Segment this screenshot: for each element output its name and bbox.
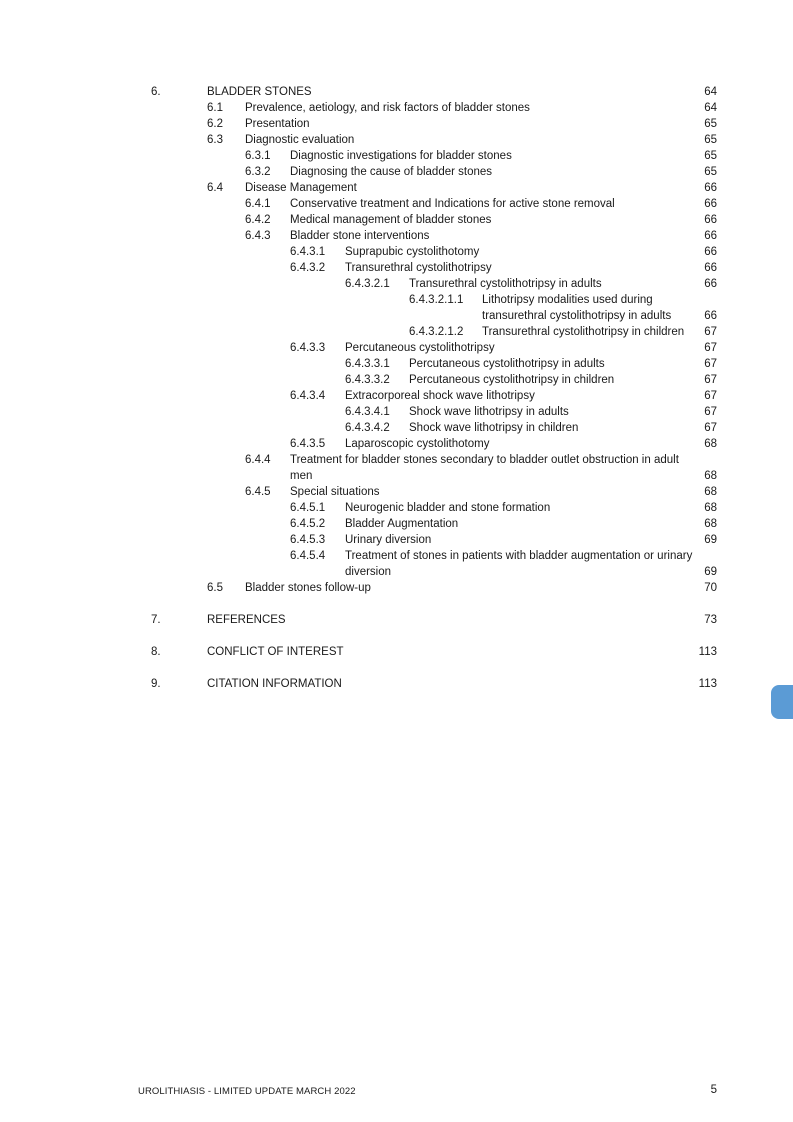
toc-entry-number: 6.4.3.5 — [290, 438, 326, 450]
toc-entry-title: Prevalence, aetiology, and risk factors of bladder stones — [245, 102, 530, 114]
toc-entry-title: Extracorporeal shock wave lithotripsy — [345, 390, 535, 402]
toc-entry-title: diversion — [345, 566, 392, 578]
toc-entry-number: 6.4.3.3.2 — [345, 374, 390, 386]
toc-entry[interactable] — [0, 308, 793, 324]
toc-entry[interactable] — [0, 164, 793, 180]
toc-entry[interactable] — [0, 340, 793, 356]
toc-entry[interactable] — [0, 500, 793, 516]
toc-entry-title: BLADDER STONES — [207, 86, 312, 98]
toc-entry-page: 66 — [704, 310, 717, 322]
toc-entry-number: 8. — [151, 646, 161, 658]
toc-entry-page: 70 — [704, 582, 717, 594]
toc-entry-number: 6.3.2 — [245, 166, 271, 178]
toc-entry-title: Special situations — [290, 486, 380, 498]
toc-entry[interactable] — [0, 212, 793, 228]
toc-entry-number: 6.4.3.3.1 — [345, 358, 390, 370]
footer-page-number: 5 — [710, 1084, 717, 1096]
toc-entry-page: 73 — [704, 614, 717, 626]
toc-entry-page: 68 — [704, 470, 717, 482]
toc-entry-number: 6.1 — [207, 102, 223, 114]
toc-entry-number: 9. — [151, 678, 161, 690]
toc-entry[interactable] — [0, 260, 793, 276]
toc-entry-number: 6.4.2 — [245, 214, 271, 226]
toc-entry-page: 65 — [704, 134, 717, 146]
toc-entry-title: Diagnostic evaluation — [245, 134, 355, 146]
toc-entry-page: 67 — [704, 358, 717, 370]
toc-entry-title: Diagnosing the cause of bladder stones — [290, 166, 493, 178]
toc-entry-number: 6.4.3.4.2 — [345, 422, 390, 434]
toc-entry-title: Laparoscopic cystolithotomy — [345, 438, 490, 450]
toc-entry-page: 65 — [704, 166, 717, 178]
toc-entry-page: 113 — [698, 646, 717, 658]
toc-entry-title: Bladder stones follow-up — [245, 582, 371, 594]
toc-entry[interactable] — [0, 276, 793, 292]
toc-entry[interactable] — [0, 420, 793, 436]
toc-entry-page: 68 — [704, 502, 717, 514]
toc-entry-page: 67 — [704, 374, 717, 386]
toc-entry[interactable] — [0, 292, 793, 308]
toc-entry-title: Percutaneous cystolithotripsy in adults — [409, 358, 605, 370]
toc-entry-page: 64 — [704, 86, 717, 98]
toc-entry-title: Shock wave lithotripsy in adults — [409, 406, 569, 418]
toc-entry-number: 6.4.5.3 — [290, 534, 326, 546]
toc-entry-page: 69 — [704, 534, 717, 546]
toc-entry[interactable] — [0, 676, 793, 692]
toc-entry-page: 67 — [704, 326, 717, 338]
toc-entry-number: 6.4.5.2 — [290, 518, 326, 530]
toc-entry-page: 65 — [704, 118, 717, 130]
toc-entry[interactable] — [0, 468, 793, 484]
toc-entry-page: 66 — [704, 182, 717, 194]
toc-entry-number: 6.5 — [207, 582, 223, 594]
toc-entry-number: 6.4.3.3 — [290, 342, 326, 354]
toc-entry-title: CONFLICT OF INTEREST — [207, 646, 344, 658]
toc-entry[interactable] — [0, 372, 793, 388]
toc-entry[interactable] — [0, 100, 793, 116]
toc-entry-page: 66 — [704, 214, 717, 226]
toc-entry[interactable] — [0, 324, 793, 340]
toc-entry[interactable] — [0, 484, 793, 500]
toc-entry-number: 6.4.5 — [245, 486, 271, 498]
toc-entry-page: 66 — [704, 198, 717, 210]
toc-entry-number: 6.4.3.2.1.1 — [409, 294, 464, 306]
toc-entry-number: 6. — [151, 86, 161, 98]
toc-entry-page: 64 — [704, 102, 717, 114]
footer-document-title: UROLITHIASIS - LIMITED UPDATE MARCH 2022 — [138, 1086, 356, 1097]
toc-entry-title: Treatment for bladder stones secondary to bladder outlet obstruction in adult — [290, 454, 679, 466]
toc-entry-number: 6.3 — [207, 134, 223, 146]
toc-entry-title: men — [290, 470, 313, 482]
toc-entry-number: 6.4.1 — [245, 198, 271, 210]
toc-entry-page: 66 — [704, 262, 717, 274]
toc-entry[interactable] — [0, 228, 793, 244]
toc-entry[interactable] — [0, 244, 793, 260]
toc-entry-title: Medical management of bladder stones — [290, 214, 492, 226]
toc-entry[interactable] — [0, 116, 793, 132]
toc-entry-title: Bladder Augmentation — [345, 518, 459, 530]
toc-entry-number: 6.4.3.2.1 — [345, 278, 390, 290]
toc-entry[interactable] — [0, 356, 793, 372]
toc-entry-number: 6.4.4 — [245, 454, 271, 466]
toc-entry-title: Lithotripsy modalities used during — [482, 294, 653, 306]
toc-entry-page: 68 — [704, 518, 717, 530]
toc-entry-number: 6.4.5.1 — [290, 502, 326, 514]
toc-entry-number: 6.4 — [207, 182, 223, 194]
side-tab-marker — [771, 685, 793, 719]
toc-entry[interactable] — [0, 180, 793, 196]
toc-entry-title: Percutaneous cystolithotripsy — [345, 342, 495, 354]
toc-entry-title: REFERENCES — [207, 614, 286, 626]
toc-entry-page: 65 — [704, 150, 717, 162]
toc-entry[interactable] — [0, 148, 793, 164]
toc-entry-page: 68 — [704, 486, 717, 498]
toc-entry-number: 6.4.3 — [245, 230, 271, 242]
toc-entry-page: 67 — [704, 406, 717, 418]
toc-entry-title: Percutaneous cystolithotripsy in children — [409, 374, 615, 386]
toc-entry-title: Presentation — [245, 118, 310, 130]
toc-entry-title: Neurogenic bladder and stone formation — [345, 502, 551, 514]
toc-entry-number: 6.4.3.1 — [290, 246, 326, 258]
toc-entry-number: 6.4.3.2.1.2 — [409, 326, 464, 338]
toc-entry-title: Bladder stone interventions — [290, 230, 430, 242]
toc-entry-page: 69 — [704, 566, 717, 578]
toc-entry-page: 66 — [704, 230, 717, 242]
toc-entry[interactable] — [0, 388, 793, 404]
toc-entry-title: Suprapubic cystolithotomy — [345, 246, 480, 258]
toc-entry-title: Diagnostic investigations for bladder stones — [290, 150, 512, 162]
toc-entry[interactable] — [0, 452, 793, 468]
toc-entry[interactable] — [0, 564, 793, 580]
toc-entry[interactable] — [0, 580, 793, 596]
toc-entry-title: Transurethral cystolithotripsy — [345, 262, 492, 274]
toc-entry-title: Transurethral cystolithotripsy in adults — [409, 278, 602, 290]
toc-entry-page: 67 — [704, 342, 717, 354]
toc-entry-number: 6.4.3.2 — [290, 262, 326, 274]
toc-entry[interactable] — [0, 84, 793, 100]
toc-entry[interactable] — [0, 404, 793, 420]
toc-entry-number: 6.3.1 — [245, 150, 271, 162]
toc-entry[interactable] — [0, 132, 793, 148]
toc-entry-title: Shock wave lithotripsy in children — [409, 422, 579, 434]
toc-entry-title: Conservative treatment and Indications for active stone removal — [290, 198, 615, 210]
toc-entry-title: Transurethral cystolithotripsy in children — [482, 326, 685, 338]
toc-entry-page: 66 — [704, 278, 717, 290]
toc-entry-number: 6.4.3.4.1 — [345, 406, 390, 418]
toc-entry[interactable] — [0, 436, 793, 452]
toc-entry-number: 6.4.3.4 — [290, 390, 326, 402]
toc-entry-number: 7. — [151, 614, 161, 626]
toc-entry-page: 67 — [704, 422, 717, 434]
toc-entry-title: CITATION INFORMATION — [207, 678, 342, 690]
toc-entry[interactable] — [0, 548, 793, 564]
toc-entry-number: 6.2 — [207, 118, 223, 130]
toc-entry-page: 66 — [704, 246, 717, 258]
toc-entry-title: Treatment of stones in patients with bladder augmentation or urinary — [345, 550, 693, 562]
toc-entry[interactable] — [0, 196, 793, 212]
toc-entry-title: transurethral cystolithotripsy in adults — [482, 310, 672, 322]
toc-entry-number: 6.4.5.4 — [290, 550, 326, 562]
toc-entry-page: 113 — [698, 678, 717, 690]
toc-entry[interactable] — [0, 516, 793, 532]
toc-entry-page: 67 — [704, 390, 717, 402]
toc-entry[interactable] — [0, 644, 793, 660]
toc-entry-title: Urinary diversion — [345, 534, 432, 546]
toc-entry[interactable] — [0, 612, 793, 628]
toc-entry[interactable] — [0, 532, 793, 548]
toc-entry-title: Disease Management — [245, 182, 357, 194]
toc-entry-page: 68 — [704, 438, 717, 450]
